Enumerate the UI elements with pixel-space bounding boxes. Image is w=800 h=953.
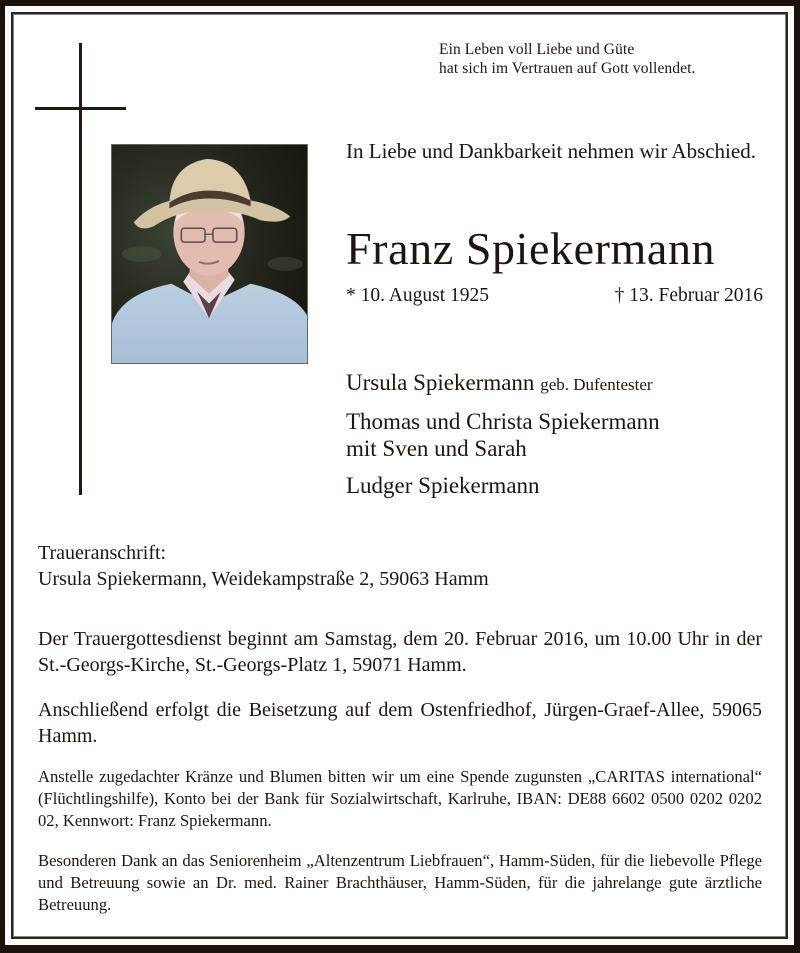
birth-date: * 10. August 1925 (346, 285, 490, 306)
mourner-name: Ursula Spiekermann (346, 370, 535, 395)
mourner-children: mit Sven und Sarah (346, 436, 527, 461)
address-value: Ursula Spiekermann, Weidekampstraße 2, 59063 Hamm (38, 568, 489, 590)
death-date: † 13. Februar 2016 (614, 285, 763, 306)
mourning-address (38, 540, 489, 592)
motto-line: Ein Leben voll Liebe und Güte (439, 41, 635, 58)
portrait-illustration (112, 145, 307, 363)
farewell-text: In Liebe und Dankbarkeit nehmen wir Abschied. (346, 139, 756, 163)
portrait-photo (111, 144, 308, 364)
mourner-entry (346, 408, 660, 462)
cross-vertical-bar (79, 43, 82, 495)
life-dates (346, 284, 763, 308)
mourner-name: Thomas und Christa Spiekermann (346, 409, 660, 434)
acknowledgements: Besonderen Dank an das Seniorenheim „Altenzentrum Liebfrauen“, Hamm-Süden, für die liebevolle Pflege und Betreuung sowie an Dr. med. Rainer Brachthäuser, Hamm-Süden, für die jahrelange gute ärztliche Betreuung. (38, 851, 762, 914)
mourner-entry (346, 472, 660, 499)
mourner-name: Ludger Spiekermann (346, 473, 540, 498)
mourners-list (346, 369, 660, 509)
motto-line: hat sich im Vertrauen auf Gott vollendet. (439, 60, 696, 77)
mourner-entry (346, 369, 660, 398)
address-label: Traueranschrift: (38, 542, 167, 564)
maiden-name-note: geb. Dufentester (540, 375, 653, 394)
donation-request: Anstelle zugedachter Kränze und Blumen bitten wir um eine Spende zugunsten „CARITAS international“ (Flüchtlingshilfe), Konto bei der Bank für Sozialwirtschaft, Karlruhe, IBAN: DE88 6602 0500 0202 0202 02, Kennwort: Franz Spiekermann. (38, 767, 762, 830)
cross-horizontal-bar (35, 107, 126, 110)
motto-quote (439, 40, 695, 78)
funeral-service-info: Der Trauergottesdienst beginnt am Samstag, dem 20. Februar 2016, um 10.00 Uhr in der St.-Georgs-Kirche, St.-Georgs-Platz 1, 59071 Hamm. (38, 628, 762, 676)
burial-info: Anschließend erfolgt die Beisetzung auf dem Ostenfriedhof, Jürgen-Graef-Allee, 59065 Hamm. (38, 699, 762, 747)
deceased-name: Franz Spiekermann (346, 223, 716, 274)
